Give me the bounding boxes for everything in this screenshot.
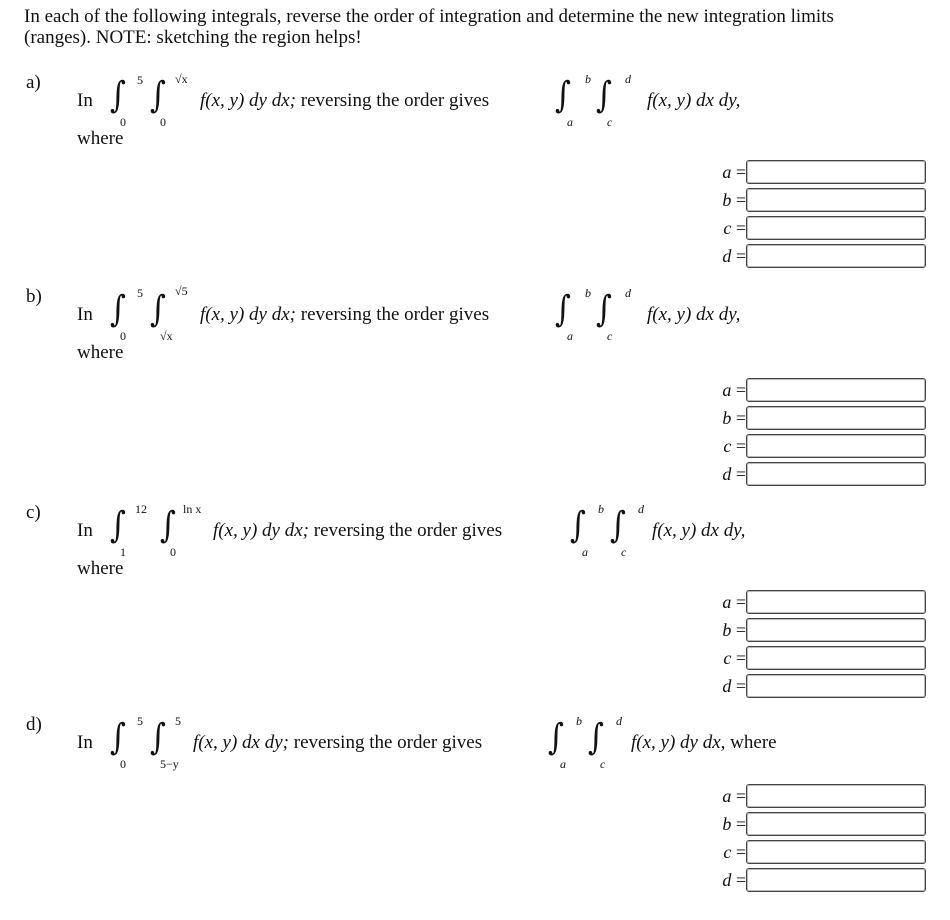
inner-lower-limit: 0: [160, 115, 166, 129]
outer-upper-limit: 5: [137, 286, 143, 300]
outer-upper-limit: 5: [137, 714, 143, 728]
equals-sign: =: [735, 842, 746, 862]
field-var: d: [722, 246, 732, 266]
field-var: a: [722, 380, 732, 400]
equals-sign: =: [735, 786, 746, 806]
equals-sign: =: [735, 436, 746, 456]
field-var: d: [722, 464, 732, 484]
where-word: where: [77, 342, 124, 363]
outer-lower-limit: 0: [120, 329, 126, 343]
field-var: b: [722, 620, 732, 640]
inner-lower-limit: 0: [170, 545, 176, 559]
reversed-integrand: f(x, y) dx dy,: [647, 304, 741, 325]
integral-sign-outer-reversed: ∫: [548, 717, 564, 758]
answer-input-d[interactable]: [746, 674, 926, 698]
answer-input-c[interactable]: [746, 646, 926, 670]
where-word: where: [77, 128, 124, 149]
field-var: b: [722, 814, 732, 834]
reversed-inner-upper: d: [616, 714, 622, 728]
answer-input-d[interactable]: [746, 868, 926, 892]
integral-sign-outer-reversed: ∫: [570, 505, 586, 546]
field-row-a: [690, 378, 930, 405]
reversed-outer-upper: b: [585, 286, 591, 300]
field-var: c: [723, 648, 732, 668]
equals-sign: =: [735, 814, 746, 834]
field-row-d: [690, 868, 930, 895]
field-var: c: [723, 436, 732, 456]
equals-sign: =: [735, 676, 746, 696]
inner-upper-limit: ln x: [183, 502, 202, 516]
equals-sign: =: [735, 870, 746, 890]
original-integrand: f(x, y) dy dx;: [213, 520, 309, 541]
integral-sign-inner-reversed: ∫: [588, 717, 604, 758]
part-label: c): [26, 502, 41, 523]
connector-text: reversing the order gives: [300, 90, 490, 111]
answer-input-d[interactable]: [746, 462, 926, 486]
integral-sign-inner-reversed: ∫: [596, 289, 612, 330]
connector-text: reversing the order gives: [313, 520, 503, 541]
field-row-b: [690, 812, 930, 839]
outer-upper-limit: 5: [137, 73, 143, 87]
integral-sign-inner: ∫: [150, 289, 166, 330]
inner-upper-limit: 5: [175, 714, 181, 728]
answer-input-a[interactable]: [746, 160, 926, 184]
field-var: d: [722, 676, 732, 696]
integral-sign-outer-reversed: ∫: [555, 75, 571, 116]
original-integrand: f(x, y) dy dx;: [200, 304, 296, 325]
integral-sign-outer: ∫: [110, 717, 126, 758]
where-word: where: [77, 558, 124, 579]
part-label: d): [26, 714, 42, 735]
answer-input-b[interactable]: [746, 406, 926, 430]
reversed-outer-upper: b: [576, 714, 582, 728]
outer-lower-limit: 0: [120, 115, 126, 129]
original-integrand: f(x, y) dy dx;: [200, 90, 296, 111]
equals-sign: =: [735, 648, 746, 668]
inner-upper-limit: √x: [175, 72, 188, 86]
reversed-outer-lower: a: [582, 545, 588, 559]
field-var: a: [722, 162, 732, 182]
equals-sign: =: [735, 620, 746, 640]
field-row-a: [690, 784, 930, 811]
instructions-text: In each of the following integrals, reverse the order of integration and determine the new integration limits (ranges). NOTE: sketching the region helps!: [24, 6, 834, 48]
in-word: In: [77, 732, 93, 753]
field-var: d: [722, 870, 732, 890]
reversed-inner-lower: c: [607, 115, 613, 129]
field-row-d: [690, 462, 930, 489]
integral-sign-inner-reversed: ∫: [596, 75, 612, 116]
in-word: In: [77, 304, 93, 325]
inner-lower-limit: √x: [160, 329, 173, 343]
in-word: In: [77, 520, 93, 541]
field-row-a: [690, 590, 930, 617]
answer-input-a[interactable]: [746, 378, 926, 402]
answer-input-b[interactable]: [746, 188, 926, 212]
reversed-outer-lower: a: [567, 115, 573, 129]
field-var: c: [723, 842, 732, 862]
field-row-d: [690, 244, 930, 271]
connector-text: reversing the order gives: [300, 304, 490, 325]
field-row-c: [690, 434, 930, 461]
field-row-b: [690, 618, 930, 645]
field-row-c: [690, 840, 930, 867]
reversed-inner-upper: d: [638, 502, 644, 516]
integral-sign-outer-reversed: ∫: [555, 289, 571, 330]
reversed-outer-upper: b: [598, 502, 604, 516]
field-var: a: [722, 592, 732, 612]
part-label: b): [26, 286, 42, 307]
equals-sign: =: [735, 408, 746, 428]
answer-input-c[interactable]: [746, 434, 926, 458]
field-var: b: [722, 190, 732, 210]
field-row-c: [690, 216, 930, 243]
reversed-inner-lower: c: [607, 329, 613, 343]
reversed-inner-upper: d: [625, 286, 631, 300]
reversed-integrand: f(x, y) dx dy,: [652, 520, 746, 541]
equals-sign: =: [735, 380, 746, 400]
integral-sign-inner: ∫: [160, 505, 176, 546]
field-row-b: [690, 188, 930, 215]
integral-sign-inner: ∫: [150, 717, 166, 758]
field-var: c: [723, 218, 732, 238]
answer-input-d[interactable]: [746, 244, 926, 268]
field-var: a: [722, 786, 732, 806]
reversed-integrand: f(x, y) dx dy,: [647, 90, 741, 111]
connector-text: reversing the order gives: [293, 732, 483, 753]
field-row-a: [690, 160, 930, 187]
outer-lower-limit: 0: [120, 757, 126, 771]
answer-input-b[interactable]: [746, 618, 926, 642]
answer-input-b[interactable]: [746, 812, 926, 836]
original-integrand: f(x, y) dx dy;: [193, 732, 289, 753]
inner-upper-limit: √5: [175, 284, 188, 298]
in-word: In: [77, 90, 93, 111]
integral-sign-outer: ∫: [110, 75, 126, 116]
answer-input-a[interactable]: [746, 784, 926, 808]
integral-sign-inner-reversed: ∫: [610, 505, 626, 546]
part-label: a): [26, 72, 41, 93]
field-row-b: [690, 406, 930, 433]
field-row-d: [690, 674, 930, 701]
answer-input-c[interactable]: [746, 840, 926, 864]
equals-sign: =: [735, 592, 746, 612]
equals-sign: =: [735, 464, 746, 484]
outer-upper-limit: 12: [135, 502, 147, 516]
equals-sign: =: [735, 218, 746, 238]
reversed-integrand: f(x, y) dy dx,: [631, 732, 726, 753]
integral-sign-outer: ∫: [110, 505, 126, 546]
reversed-inner-lower: c: [600, 757, 606, 771]
equals-sign: =: [735, 190, 746, 210]
reversed-outer-lower: a: [560, 757, 566, 771]
field-row-c: [690, 646, 930, 673]
reversed-inner-lower: c: [621, 545, 627, 559]
reversed-inner-upper: d: [625, 72, 631, 86]
integral-sign-inner: ∫: [150, 75, 166, 116]
answer-input-c[interactable]: [746, 216, 926, 240]
where-word: where: [730, 732, 777, 753]
answer-input-a[interactable]: [746, 590, 926, 614]
equals-sign: =: [735, 162, 746, 182]
field-var: b: [722, 408, 732, 428]
reversed-outer-lower: a: [567, 329, 573, 343]
outer-lower-limit: 1: [120, 545, 126, 559]
reversed-outer-upper: b: [585, 72, 591, 86]
inner-lower-limit: 5−y: [160, 757, 179, 771]
equals-sign: =: [735, 246, 746, 266]
integral-sign-outer: ∫: [110, 289, 126, 330]
